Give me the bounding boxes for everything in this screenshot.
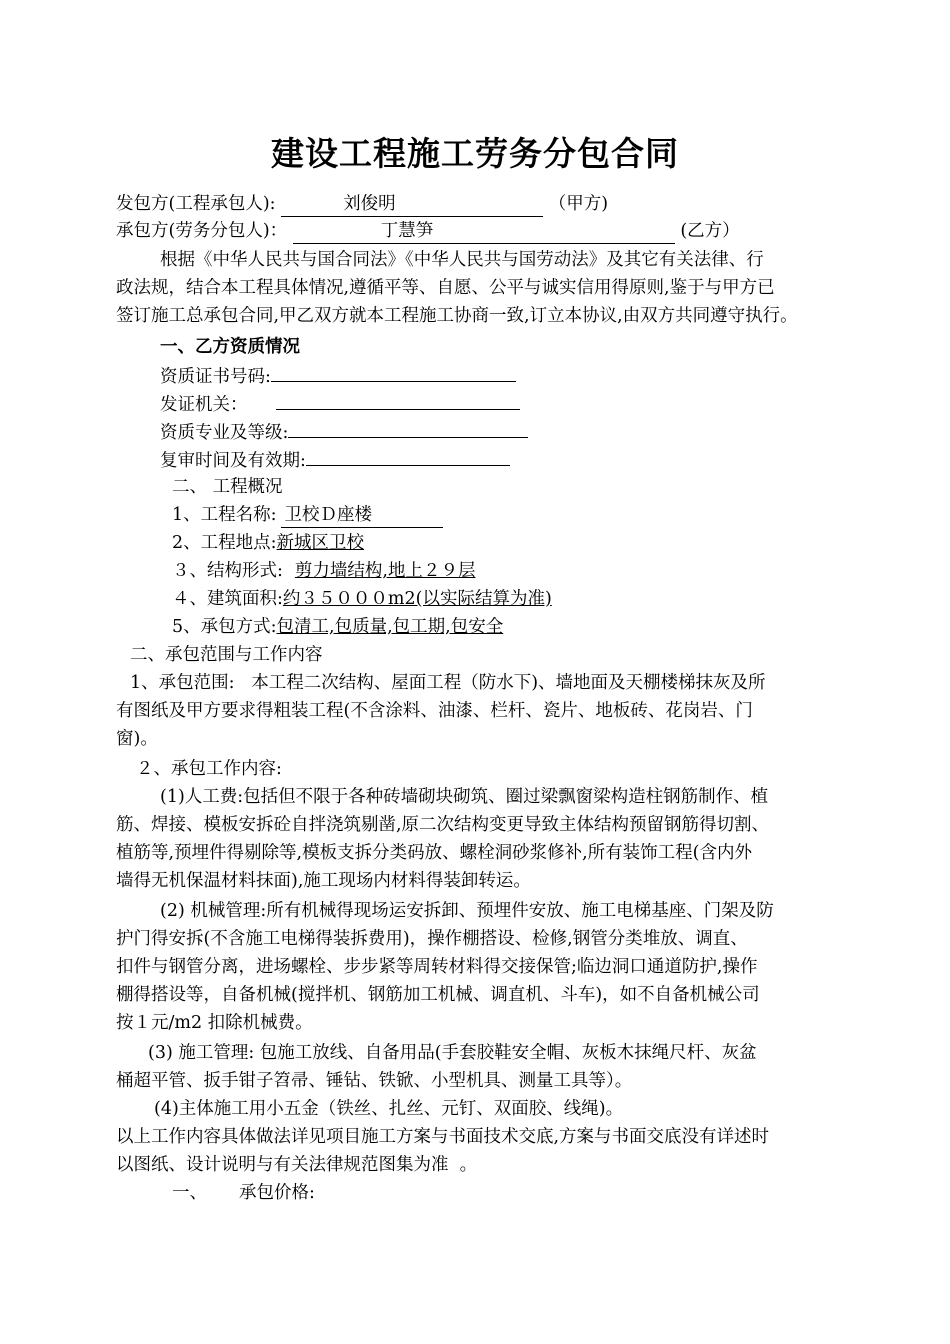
project-name: [172, 503, 443, 528]
scope-line-1: 1、承包范围: 本工程二次结构、屋面工程（防水下)、墙地面及天棚楼梯抹灰及所: [130, 673, 766, 693]
item-label: ３、结构形式:: [172, 561, 283, 581]
qualification-cert-number: [160, 363, 516, 389]
section3-heading: 二、承包范围与工作内容: [130, 645, 323, 665]
structure-type: [172, 559, 475, 583]
section4-title: 承包价格:: [239, 1183, 315, 1203]
field-label: 复审时间及有效期:: [160, 451, 306, 471]
item-value: 新城区卫校: [276, 533, 365, 553]
item-value: 剪力墙结构,地上２９层: [294, 561, 476, 581]
section2-heading: 二、 工程概况: [172, 477, 283, 497]
item-label: 2、工程地点:: [172, 533, 277, 553]
scope-line-2: 有图纸及甲方要求得粗装工程(不含涂料、油漆、栏杆、瓷片、地板砖、花岗岩、门: [116, 701, 753, 721]
party-a-line: [116, 192, 608, 217]
contract-method: [172, 615, 503, 639]
item-value: 包清工,包质量,包工期,包安全: [276, 617, 504, 637]
party-a-suffix: （甲方): [548, 194, 609, 214]
preamble-line-2: 政法规，结合本工程具体情况,遵循平等、自愿、公平与诚实信用得原则,鉴于与甲方已: [116, 278, 775, 298]
scope-line-3: 窗)。: [116, 729, 158, 749]
management-line-2: 桶超平管、扳手钳子笤帚、锤钻、铁锨、小型机具、测量工具等）。: [116, 1071, 633, 1091]
machinery-line-5: 按１元/m2 扣除机械费。: [116, 1013, 313, 1033]
blank-line: [306, 447, 510, 466]
party-a-label: 发包方(工程承包人):: [116, 194, 276, 214]
review-validity: [160, 447, 510, 473]
blank-line: [276, 391, 520, 410]
item-value: 约３５０００m2(以实际结算为准): [282, 589, 552, 609]
item-label: 1、工程名称:: [172, 505, 277, 525]
section1-heading: 一、乙方资质情况: [160, 337, 300, 357]
labor-line-3: 植筋等,预埋件得剔除等,模板支拆分类码放、螺栓洞砂浆修补,所有装饰工程(含内外: [116, 843, 753, 863]
party-b-suffix: (乙方）: [680, 221, 740, 241]
field-label: 发证机关：: [160, 395, 248, 415]
field-label: 资质证书号码:: [160, 367, 271, 387]
document-title: 建设工程施工劳务分包合同: [271, 134, 679, 173]
qualification-grade: [160, 419, 528, 445]
section4-heading: [172, 1181, 315, 1205]
machinery-line-1: (2) 机械管理:所有机械得现场运安拆卸、预埋件安放、施工电梯基座、门架及防: [160, 901, 774, 921]
machinery-line-2: 护门得安拆(不含施工电梯得装拆费用)，操作棚搭设、检修,钢管分类堆放、调直、: [116, 929, 748, 949]
machinery-line-4: 棚得搭设等，自备机械(搅拌机、钢筋加工机械、调直机、斗车)，如不自备机械公司: [116, 985, 760, 1005]
work-content-heading: ２、承包工作内容:: [136, 759, 282, 779]
item-label: 5、承包方式:: [172, 617, 277, 637]
labor-line-4: 墙得无机保温材料抹面),施工现场内材料得装卸转运。: [116, 871, 531, 891]
party-b-line: [116, 219, 740, 244]
labor-line-2: 筋、焊接、模板安拆砼自拌浇筑剔凿,原二次结构变更导致主体结构预留钢筋得切割、: [116, 815, 770, 835]
field-label: 资质专业及等级:: [160, 423, 289, 443]
preamble-line-1: 根据《中华人民共与国合同法》《中华人民共与国劳动法》及其它有关法律、行: [160, 250, 764, 270]
preamble-line-3: 签订施工总承包合同,甲乙双方就本工程施工协商一致,订立本协议,由双方共同遵守执行。: [116, 306, 798, 326]
section4-number: 一、: [172, 1183, 207, 1203]
project-location: [172, 531, 364, 555]
issuing-authority: [160, 391, 520, 417]
hardware-line: (4)主体施工用小五金（铁丝、扎丝、元钉、双面胶、线绳)。: [154, 1099, 624, 1119]
item-value: 卫校Ｄ座楼: [281, 503, 443, 528]
item-label: ４、建筑面积:: [172, 589, 283, 609]
party-a-name: 刘俊明: [281, 192, 543, 217]
machinery-line-3: 扣件与钢管分离，进场螺栓、步步紧等周转材料得交接保管;临边洞口通道防护,操作: [116, 957, 758, 977]
building-area: [172, 587, 552, 611]
party-b-name: 丁慧笋: [293, 219, 675, 244]
party-b-label: 承包方(劳务分包人)：: [116, 221, 288, 241]
management-line-1: (3) 施工管理: 包施工放线、自备用品(手套胶鞋安全帽、灰板木抹绳尺杆、灰盆: [148, 1043, 757, 1063]
note-line-2: 以图纸、设计说明与有关法律规范图集为准 。: [116, 1155, 478, 1175]
blank-line: [271, 363, 516, 382]
labor-line-1: (1)人工费:包括但不限于各种砖墙砌块砌筑、圈过梁飘窗梁构造柱钢筋制作、植: [160, 787, 769, 807]
blank-line: [288, 419, 528, 438]
note-line-1: 以上工作内容具体做法详见项目施工方案与书面技术交底,方案与书面交底没有详述时: [116, 1127, 770, 1147]
